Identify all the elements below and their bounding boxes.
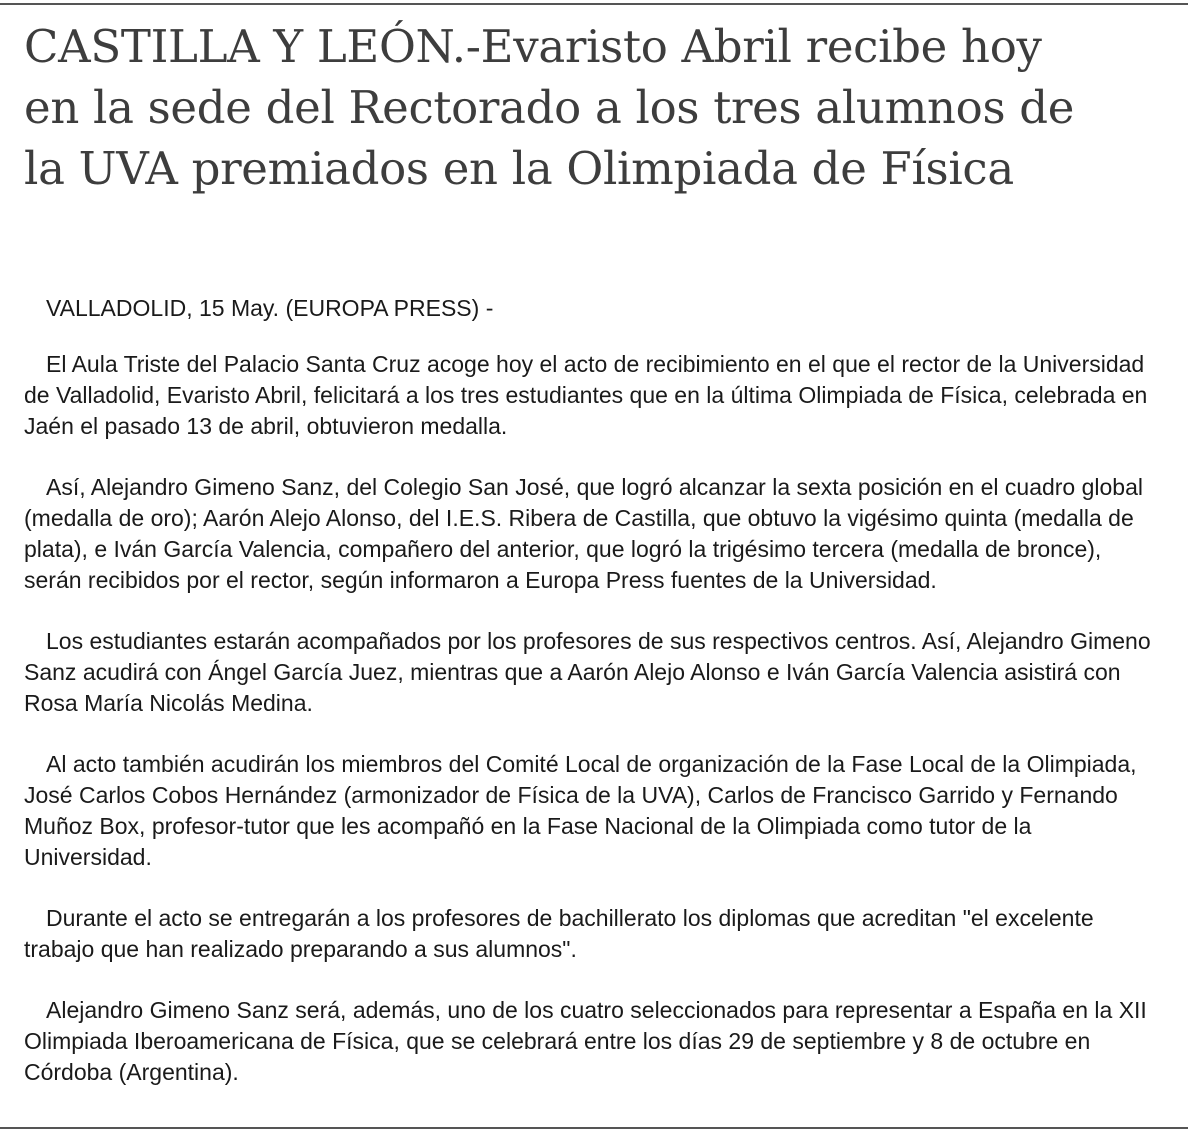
top-border-line	[0, 3, 1188, 5]
paragraph-3: Los estudiantes estarán acompañados por los profesores de sus respectivos centros. Así, Alejandro Gimeno Sanz acudirá con Ángel García Juez, mientras que a Aarón Alejo Alonso e Iván García Valencia asistirá con Rosa María Nicolás Medina.	[24, 628, 1151, 716]
bottom-border-line	[0, 1127, 1188, 1129]
paragraph-6: Alejandro Gimeno Sanz será, además, uno de los cuatro seleccionados para representar a España en la XII Olimpiada Iberoamericana de Física, que se celebrará entre los días 29 de septiembre y 8 de octubre en Córdoba (Argentina).	[24, 997, 1147, 1085]
dateline: VALLADOLID, 15 May. (EUROPA PRESS) -	[46, 295, 494, 321]
headline-line-1: CASTILLA Y LEÓN.-Evaristo Abril recibe hoy	[24, 20, 1042, 73]
headline-line-2: en la sede del Rectorado a los tres alumnos de	[24, 81, 1075, 134]
paragraph-2: Así, Alejandro Gimeno Sanz, del Colegio San José, que logró alcanzar la sexta posición en el cuadro global (medalla de oro); Aarón Alejo Alonso, del I.E.S. Ribera de Castilla, que obtuvo la vigésimo quinta (medalla de plata), e Iván García Valencia, compañero del anterior, que logró la trigésimo tercera (medalla de bronce), serán recibidos por el rector, según informaron a Europa Press fuentes de la Universidad.	[24, 474, 1144, 593]
article-body	[24, 293, 1158, 1118]
headline	[24, 16, 1174, 199]
paragraph-4: Al acto también acudirán los miembros del Comité Local de organización de la Fase Local de la Olimpiada, José Carlos Cobos Hernández (armonizador de Física de la UVA), Carlos de Francisco Garrido y Fernando Muñoz Box, profesor-tutor que les acompañó en la Fase Nacional de la Olimpiada como tutor de la Universidad.	[24, 751, 1137, 870]
paragraph-5: Durante el acto se entregarán a los profesores de bachillerato los diplomas que acreditan "el excelente trabajo que han realizado preparando a sus alumnos".	[24, 905, 1094, 962]
paragraph-1: El Aula Triste del Palacio Santa Cruz acoge hoy el acto de recibimiento en el que el rector de la Universidad de Valladolid, Evaristo Abril, felicitará a los tres estudiantes que en la última Olimpiada de Física, celebrada en Jaén el pasado 13 de abril, obtuvieron medalla.	[24, 351, 1148, 439]
headline-line-3: la UVA premiados en la Olimpiada de Física	[24, 142, 1014, 195]
